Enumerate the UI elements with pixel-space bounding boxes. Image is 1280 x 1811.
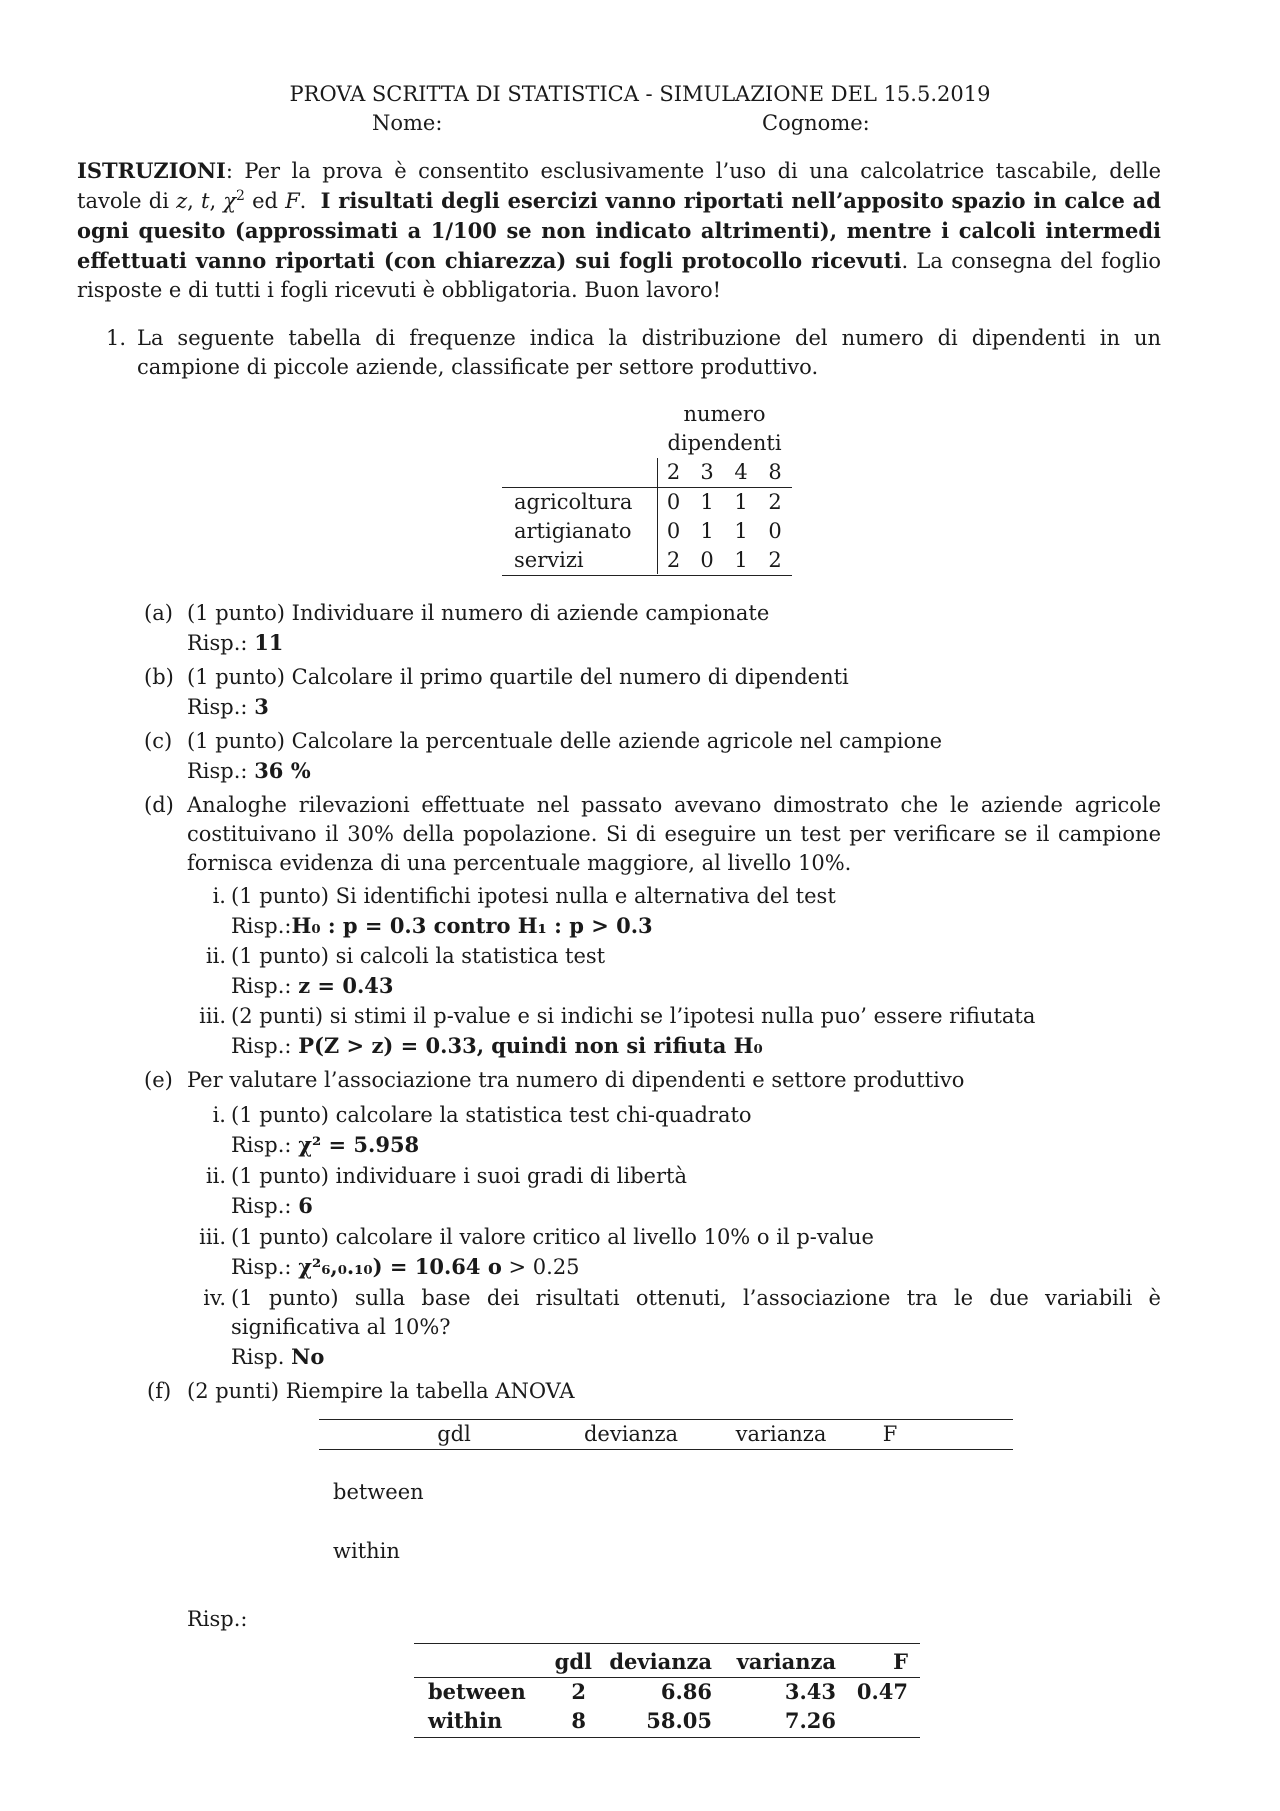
question-e-ii-answer: 6	[298, 1193, 313, 1218]
answer-col-header: devianza	[609, 1649, 712, 1674]
var-chi: χ	[223, 189, 236, 213]
anova-col-header: F	[882, 1422, 898, 1446]
question-e-iii-answer: χ²₆,₀.₁₀) = 10.64 o	[298, 1254, 502, 1279]
question-c-text: (1 punto) Calcolare la percentuale delle aziende agricole nel campione	[187, 729, 943, 753]
question-d-ii-text: (1 punto) si calcoli la statistica test	[231, 944, 606, 968]
question-b-text: (1 punto) Calcolare il primo quartile del numero di dipendenti	[187, 665, 849, 689]
risp-label: Risp.:	[231, 1034, 292, 1058]
answer-row-label: between	[428, 1679, 526, 1704]
anova-row-label: within	[333, 1539, 400, 1563]
freq-header-line1: numero	[683, 402, 766, 426]
anova-col-header: varianza	[735, 1422, 827, 1446]
answer-cell: 0.47	[856, 1679, 908, 1704]
question-c-answer: 36 %	[254, 758, 311, 783]
question-d-text: Analoghe rilevazioni effettuate nel passato avevano dimostrato che le aziende agricole costituivano il 30% della popolazione. Si di eseguire un test per verificare se il campione fornisca evidenza di una percentuale maggiore, al livello 10%.	[187, 793, 1161, 875]
freq-col-header-row	[502, 458, 792, 488]
freq-cell: 0	[666, 490, 681, 514]
answer-cell: 3.43	[784, 1679, 836, 1704]
question-d-ii-answer-line	[231, 971, 393, 1001]
question-c-answer-line	[187, 756, 311, 786]
question-d-marker: (d)	[144, 793, 174, 817]
answer-col-header: gdl	[554, 1649, 592, 1674]
chi-exponent: 2	[236, 188, 245, 204]
freq-header-line2: dipendenti	[667, 431, 782, 455]
question-e-iv-text: (1 punto) sulla base dei risultati ottenuti, l’associazione tra le due variabili è significativa al 10%?	[231, 1286, 1161, 1339]
risp-label: Risp.:	[187, 759, 248, 783]
anova-col-header: devianza	[583, 1422, 679, 1446]
nome-label: Nome:	[372, 111, 443, 135]
answer-row-label: within	[428, 1708, 503, 1733]
question-e-iv-answer: No	[291, 1344, 325, 1369]
freq-cell: 2	[768, 548, 782, 572]
table-row	[502, 488, 792, 518]
instructions-text-2: . La consegna del foglio risposte e di tutti i fogli ricevuti è obbligatoria. Buon lavoro!	[77, 249, 1161, 302]
risp-label: Risp.	[231, 1345, 285, 1369]
freq-cell: 0	[700, 548, 714, 572]
question-e-iii-answer-line	[231, 1252, 580, 1282]
question-a-answer: 11	[254, 630, 284, 655]
freq-col-header: 8	[768, 460, 782, 484]
question-f-marker: (f)	[147, 1379, 172, 1403]
freq-cell: 1	[700, 490, 714, 514]
question-f-text: (2 punti) Riempire la tabella ANOVA	[187, 1379, 575, 1403]
question-a-answer-line	[187, 628, 283, 658]
question-d-iii-marker: iii.	[199, 1004, 226, 1028]
instructions-text-1: : Per la prova è consentito esclusivamente l’uso di una calcolatrice tascabile, delle tavole di	[77, 159, 1161, 213]
question-e-ii-marker: ii.	[205, 1164, 226, 1188]
table-row	[502, 517, 792, 546]
exercise-intro: La seguente tabella di frequenze indica la distribuzione del numero di dipendenti in un campione di piccole aziende, classificate per settore produttivo.	[137, 326, 1161, 379]
freq-table-grid	[502, 458, 792, 576]
risp-label: Risp.:	[231, 1133, 292, 1157]
question-e-iv-marker: iv.	[203, 1286, 226, 1310]
var-t: t	[200, 189, 210, 213]
question-d-ii-marker: ii.	[205, 944, 226, 968]
risp-label: Risp.:	[231, 1194, 292, 1218]
freq-row-label: artigianato	[514, 519, 632, 543]
question-e-i-answer-line	[231, 1130, 419, 1160]
freq-cell: 1	[734, 548, 748, 572]
anova-row-label: between	[333, 1480, 424, 1504]
question-d-iii-answer: P(Z > z) = 0.33, quindi non si rifiuta H₀	[298, 1033, 763, 1058]
question-b-answer: 3	[254, 694, 269, 719]
instructions-paragraph: ISTRUZIONI: Per la prova è consentito esclusivamente l’uso di una calcolatrice tascabile, delle tavole di z, t, $\chi^2$ ed F. I risultati degli esercizi vanno riportati nell’apposito spazio in calce ad ogni quesito (approssimati a 1/100 se non indicato altrimenti), mentre i calcoli intermedi effettuati vanno riportati (con chiarezza) sui fogli protocollo ricevuti. La consegna del foglio risposte e di tutti i fogli ricevuti è obbligatoria. Buon lavoro!	[77, 158, 1161, 302]
anova-header-rule	[319, 1449, 1013, 1450]
freq-cell: 1	[734, 519, 748, 543]
freq-cell: 1	[734, 490, 748, 514]
answer-col-header: varianza	[736, 1649, 836, 1674]
question-d-i-answer-line	[231, 911, 653, 941]
question-d-i-answer: H₀ : p = 0.3 contro H₁ : p > 0.3	[291, 913, 653, 938]
answer-cell: 6.86	[660, 1679, 712, 1704]
question-f-risp-label: Risp.:	[187, 1607, 248, 1631]
anova-col-header: gdl	[437, 1422, 471, 1446]
risp-label: Risp.:	[187, 695, 248, 719]
freq-row-label: agricoltura	[514, 490, 633, 514]
question-d-iii-text: (2 punti) si stimi il p-value e si indichi se l’ipotesi nulla puo’ essere rifiutata	[231, 1004, 1036, 1028]
answer-cell: 2	[571, 1679, 586, 1704]
question-e-iv-answer-line	[231, 1342, 324, 1372]
freq-col-header: 2	[666, 460, 681, 484]
question-e-ii-text: (1 punto) individuare i suoi gradi di libertà	[231, 1164, 687, 1188]
question-a-marker: (a)	[144, 601, 173, 625]
table-row	[502, 546, 792, 576]
question-d-i-marker: i.	[212, 884, 226, 908]
instructions-ed: ed	[244, 189, 286, 213]
answer-cell: 8	[571, 1708, 586, 1733]
answer-cell: 58.05	[646, 1708, 712, 1733]
exercise-number: 1.	[106, 326, 127, 350]
risp-label: Risp.:	[231, 914, 292, 938]
question-d-iii-answer-line	[231, 1031, 763, 1061]
answer-top-rule	[414, 1643, 920, 1644]
question-d-ii-answer: z = 0.43	[298, 973, 394, 998]
freq-cell: 0	[666, 519, 681, 543]
freq-col-header: 3	[700, 460, 714, 484]
question-e-marker: (e)	[144, 1068, 173, 1092]
question-a-text: (1 punto) Individuare il numero di aziende campionate	[187, 601, 770, 625]
question-e-i-marker: i.	[212, 1103, 226, 1127]
var-f: F	[285, 189, 300, 213]
question-e-ii-answer-line	[231, 1191, 313, 1221]
freq-cell: 1	[700, 519, 714, 543]
instructions-lead: ISTRUZIONI	[77, 158, 226, 183]
freq-cell: 2	[666, 548, 681, 572]
question-e-i-text: (1 punto) calcolare la statistica test chi-quadrato	[231, 1103, 752, 1127]
cognome-label: Cognome:	[762, 111, 870, 135]
question-d-i-text: (1 punto) Si identifichi ipotesi nulla e alternativa del test	[231, 884, 836, 908]
answer-col-header: F	[893, 1649, 908, 1674]
freq-cell: 2	[768, 490, 782, 514]
question-e-text: Per valutare l’associazione tra numero di dipendenti e settore produttivo	[187, 1068, 965, 1092]
risp-label: Risp.:	[187, 631, 248, 655]
question-c-marker: (c)	[144, 729, 173, 753]
var-z: z	[176, 189, 188, 213]
exam-title: PROVA SCRITTA DI STATISTICA - SIMULAZIONE DEL 15.5.2019	[289, 82, 991, 106]
question-e-iii-marker: iii.	[199, 1225, 226, 1249]
question-e-iii-text: (1 punto) calcolare il valore critico al livello 10% o il p-value	[231, 1225, 874, 1249]
question-b-marker: (b)	[144, 665, 174, 689]
answer-bottom-rule	[414, 1737, 920, 1738]
answer-cell: 7.26	[784, 1708, 836, 1733]
risp-label: Risp.:	[231, 974, 292, 998]
freq-cell: 0	[768, 519, 782, 543]
freq-row-label: servizi	[514, 548, 584, 572]
question-e-i-answer: χ² = 5.958	[298, 1132, 420, 1157]
instructions-bold: I risultati degli esercizi vanno riportati nell’apposito spazio in calce ad ogni quesito (approssimati a 1/100 se non indicato altrimenti), mentre i calcoli intermedi effettuati vanno riportati (con chiarezza) sui fogli protocollo ricevuti	[77, 188, 1161, 273]
freq-divider	[657, 458, 659, 574]
freq-col-header: 4	[734, 460, 748, 484]
question-b-answer-line	[187, 692, 269, 722]
risp-label: Risp.:	[231, 1255, 292, 1279]
question-e-iii-answer-tail: > 0.25	[501, 1255, 580, 1279]
